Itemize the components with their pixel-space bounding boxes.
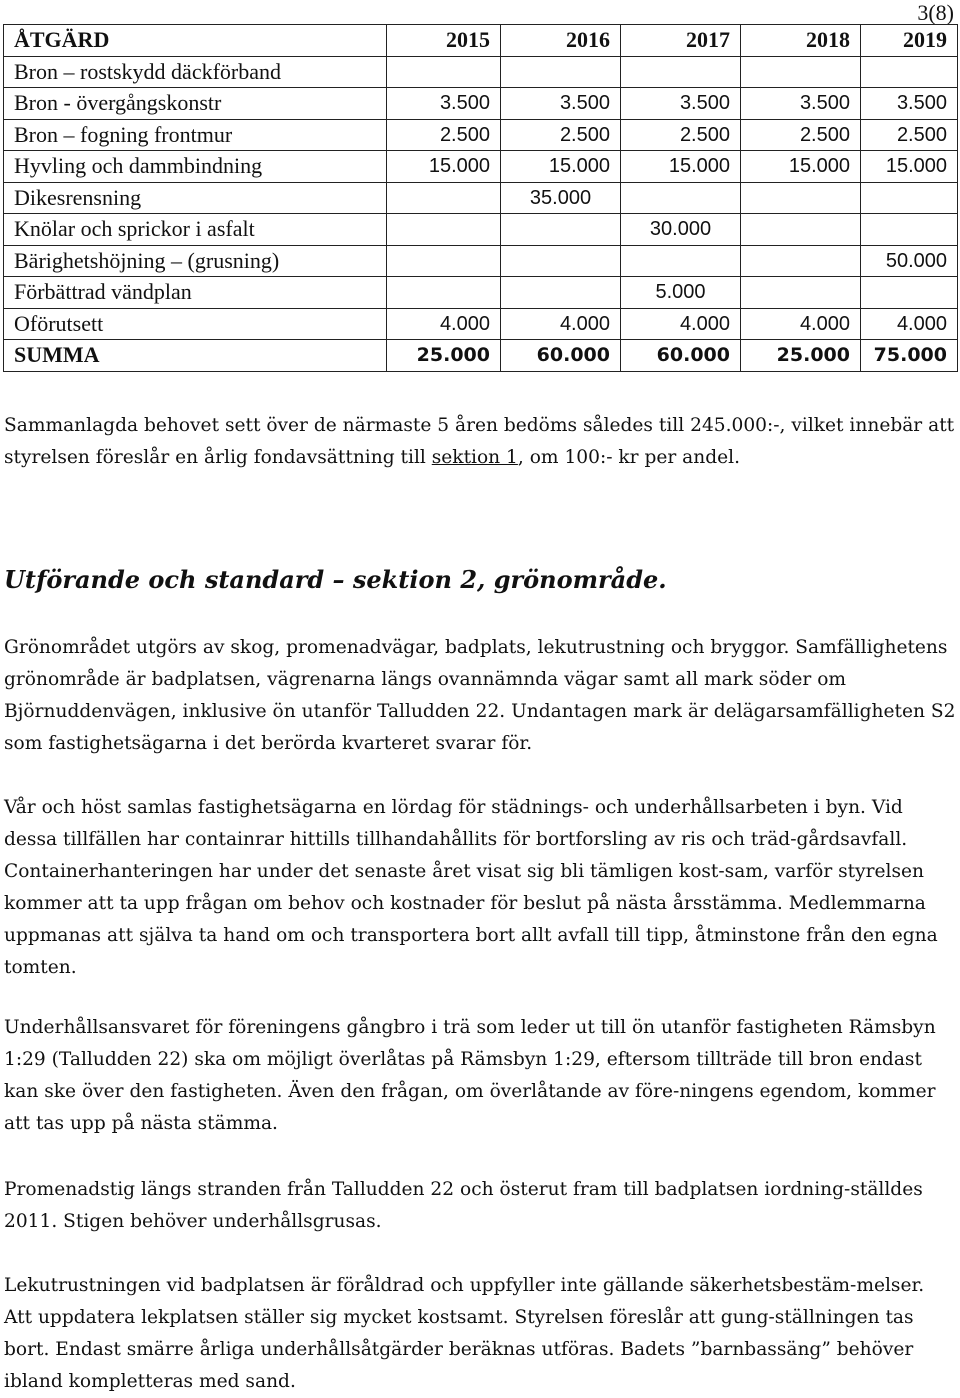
row-value [621,182,741,214]
paragraph-footbridge: Underhållsansvaret för föreningens gångbro i trä som leder ut till ön utanför fastigheten Rämsbyn 1:29 (Talludden 22) ska om möjligt överlåtas på Rämsbyn 1:29, eftersom tillträde till bron endast kan ske över den fastigheten. Även den frågan, om överlåtande av före-ningens egendom, kommer att tas upp på nästa stämma. [4,1017,936,1134]
paragraph-promenade: Promenadstig längs stranden från Talludden 22 och österut fram till badplatsen iordning-ställdes 2011. Stigen behöver underhållsgrusas. [4,1179,923,1232]
table-row [4,245,958,277]
table-row [4,214,958,246]
summary-text: Sammanlagda behovet sett över de närmaste 5 åren bedöms således till 245.000:-, vilket innebär att styrelsen föreslår en årlig fondavsättning till [4,415,955,468]
row-value [861,214,958,246]
page-number: 3(8) [917,0,954,25]
row-value [621,56,741,88]
sum-value: 60.000 [501,340,621,372]
row-value: 3.500 [621,88,741,120]
row-value: 35.000 [501,182,621,214]
table-header-year: 2018 [741,25,861,57]
row-label: Bärighetshöjning – (grusning) [4,245,387,277]
table-sum-row [4,340,958,372]
row-value [387,277,501,309]
row-value [621,245,741,277]
table-row [4,277,958,309]
row-value [387,56,501,88]
row-value [861,182,958,214]
budget-table [3,24,958,372]
row-value: 15.000 [387,151,501,183]
row-value [387,214,501,246]
row-value: 4.000 [501,308,621,340]
row-value: 4.000 [621,308,741,340]
table-header-year: 2015 [387,25,501,57]
sum-value: 25.000 [741,340,861,372]
row-value: 2.500 [621,119,741,151]
row-value: 4.000 [387,308,501,340]
row-value [861,277,958,309]
table-row [4,182,958,214]
row-value: 30.000 [621,214,741,246]
row-value: 2.500 [501,119,621,151]
sum-value: 75.000 [861,340,958,372]
row-label: Bron – fogning frontmur [4,119,387,151]
table-row [4,308,958,340]
table-row [4,88,958,120]
sum-value: 60.000 [621,340,741,372]
table-row [4,151,958,183]
table-header-action: ÅTGÄRD [4,25,387,57]
row-value [741,56,861,88]
row-value: 3.500 [741,88,861,120]
paragraph-cleanup-days: Vår och höst samlas fastighetsägarna en lördag för städnings- och underhållsarbeten i byn. Vid dessa tillfällen har containrar hittills tillhandahållits för bortforsling av ris och träd-gårdsavfall. Containerhanteringen har under det senaste året visat sig bli tämligen kost-sam, varför styrelsen kommer att ta upp frågan om behov och kostnader för beslut på nästa årsstämma. Medlemmarna uppmanas att själva ta hand om och transportera bort allt avfall till tipp, åtminstone från den egna tomten. [4,797,938,978]
row-label: Hyvling och dammbindning [4,151,387,183]
row-value: 15.000 [861,151,958,183]
row-value [387,245,501,277]
row-value [501,277,621,309]
row-value: 2.500 [741,119,861,151]
sum-label: SUMMA [4,340,387,372]
table-header-year: 2019 [861,25,958,57]
row-label: Oförutsett [4,308,387,340]
row-value: 3.500 [501,88,621,120]
row-value: 50.000 [861,245,958,277]
row-value: 4.000 [861,308,958,340]
row-value [741,245,861,277]
table-header-row [4,25,958,57]
row-value [387,182,501,214]
row-value [741,182,861,214]
row-value [741,214,861,246]
table-row [4,56,958,88]
row-value: 15.000 [741,151,861,183]
row-label: Förbättrad vändplan [4,277,387,309]
row-value [501,245,621,277]
row-value [741,277,861,309]
row-value: 3.500 [387,88,501,120]
paragraph-green-area: Grönområdet utgörs av skog, promenadvägar, badplats, lekutrustning och bryggor. Samfällighetens grönområde är badplatsen, vägrenarna längs ovannämnda vägar samt all mark söder om Björnuddenvägen, inklusive ön utanför Talludden 22. Undantagen mark är delägarsamfälligheten S2 som fastighetsägarna i det berörda kvarteret svarar för. [4,637,956,754]
section-1-reference: sektion 1 [431,447,518,468]
row-label: Bron - övergångskonstr [4,88,387,120]
sum-value: 25.000 [387,340,501,372]
row-label: Knölar och sprickor i asfalt [4,214,387,246]
row-label: Bron – rostskydd däckförband [4,56,387,88]
row-value: 3.500 [861,88,958,120]
row-value: 4.000 [741,308,861,340]
table-row [4,119,958,151]
summary-text-end: , om 100:- kr per andel. [517,447,741,468]
table-header-year: 2017 [621,25,741,57]
row-label: Dikesrensning [4,182,387,214]
row-value: 2.500 [861,119,958,151]
row-value: 2.500 [387,119,501,151]
row-value: 5.000 [621,277,741,309]
row-value [501,56,621,88]
summary-paragraph [4,410,956,474]
row-value [861,56,958,88]
section-2-heading: Utförande och standard – sektion 2, grönområde. [4,565,667,594]
paragraph-playground: Lekutrustningen vid badplatsen är föråldrad och uppfyller inte gällande säkerhetsbestäm-melser. Att uppdatera lekplatsen ställer sig mycket kostsamt. Styrelsen föreslår att gung-ställningen tas bort. Endast smärre årliga underhållsåtgärder beräknas utföras. Badets ”barnbassäng” behöver ibland kompletteras med sand. [4,1275,925,1392]
table-header-year: 2016 [501,25,621,57]
row-value: 15.000 [501,151,621,183]
row-value [501,214,621,246]
row-value: 15.000 [621,151,741,183]
